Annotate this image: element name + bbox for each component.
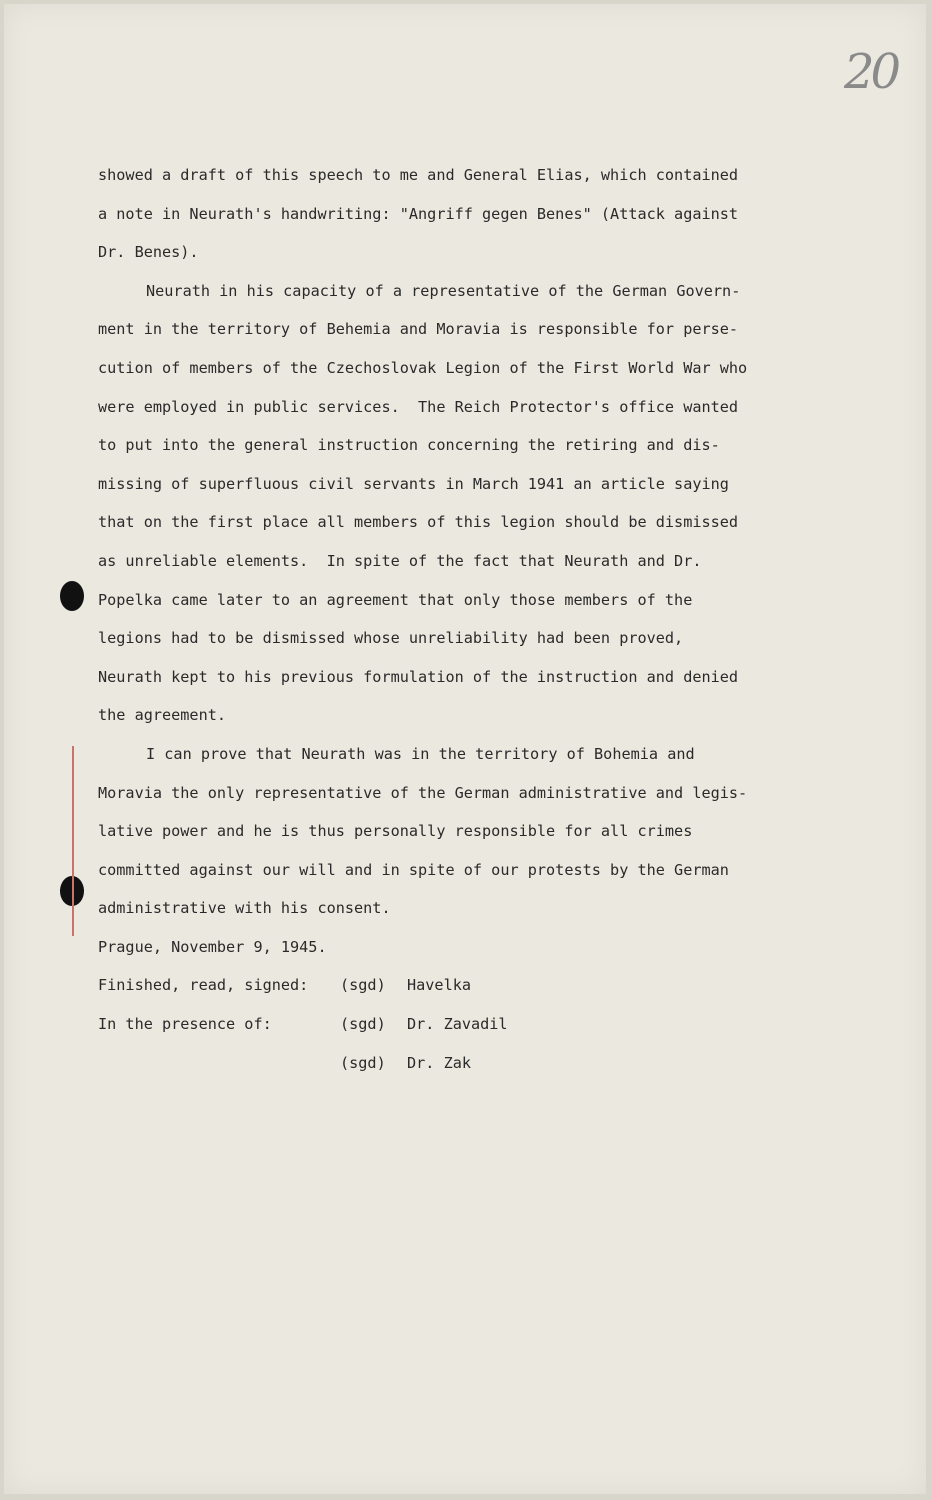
text-line: Popelka came later to an agreement that only those members of the bbox=[98, 590, 693, 609]
text-line: Moravia the only representative of the German administrative and legis- bbox=[98, 783, 748, 802]
signature-row bbox=[98, 1044, 798, 1083]
text-line: I can prove that Neurath was in the territory of Bohemia and bbox=[146, 744, 695, 763]
signature-label bbox=[98, 1044, 340, 1083]
text-line: were employed in public services. The Reich Protector's office wanted bbox=[98, 397, 739, 416]
document-body bbox=[98, 156, 798, 1082]
text-line: showed a draft of this speech to me and General Elias, which contained bbox=[98, 166, 739, 184]
text-line: legions had to be dismissed whose unreliability had been proved, bbox=[98, 629, 684, 648]
text-line: Neurath kept to his previous formulation of the instruction and denied bbox=[98, 667, 739, 686]
signature-mark: (sgd) bbox=[340, 1053, 386, 1072]
page-number: 20 bbox=[844, 44, 898, 100]
text-line: a note in Neurath's handwriting: "Angriff gegen Benes" (Attack against bbox=[98, 204, 739, 223]
text-line: as unreliable elements. In spite of the fact that Neurath and Dr. bbox=[98, 551, 702, 570]
text-line: that on the first place all members of this legion should be dismissed bbox=[98, 513, 739, 532]
document-page bbox=[4, 4, 926, 1494]
text-line: committed against our will and in spite of our protests by the German bbox=[98, 860, 729, 879]
text-line: Neurath in his capacity of a representative of the German Govern- bbox=[146, 281, 741, 300]
signature-row bbox=[98, 1005, 798, 1044]
place-date: Prague, November 9, 1945. bbox=[98, 937, 327, 956]
signature-label: In the presence of: bbox=[98, 1015, 272, 1034]
text-line: the agreement. bbox=[98, 706, 227, 725]
text-line: Dr. Benes). bbox=[98, 243, 199, 262]
text-line: administrative with his consent. bbox=[98, 899, 391, 918]
signature-mark: (sgd) bbox=[340, 976, 386, 995]
punch-hole-icon bbox=[60, 581, 84, 611]
text-line: to put into the general instruction concerning the retiring and dis- bbox=[98, 436, 720, 455]
signature-label: Finished, read, signed: bbox=[98, 976, 309, 995]
text-line: cution of members of the Czechoslovak Legion of the First World War who bbox=[98, 358, 748, 377]
signature-name: Dr. Zak bbox=[407, 1053, 472, 1072]
margin-mark bbox=[72, 746, 74, 936]
text-line: ment in the territory of Behemia and Moravia is responsible for perse- bbox=[98, 320, 739, 339]
text-line: lative power and he is thus personally responsible for all crimes bbox=[98, 822, 693, 841]
signature-mark: (sgd) bbox=[340, 1015, 386, 1034]
signature-name: Havelka bbox=[407, 976, 472, 995]
signature-name: Dr. Zavadil bbox=[407, 1015, 508, 1034]
text-line: missing of superfluous civil servants in March 1941 an article saying bbox=[98, 474, 729, 493]
signature-row bbox=[98, 966, 798, 1005]
